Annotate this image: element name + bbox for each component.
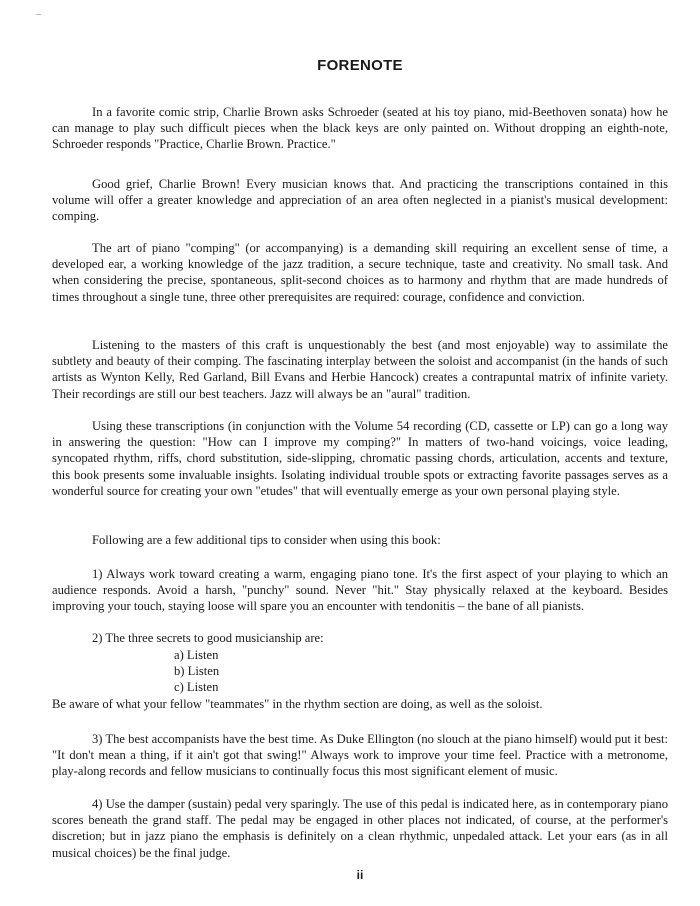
tip-1-piano-tone: 1) Always work toward creating a warm, engaging piano tone. It's the first aspect of your playing to which an audience responds. Avoid a harsh, "punchy" sound. Never "hit." Stay physically relaxed at the keyboard. Besides improving your touch, staying loose will spare you an encounter with tendonitis – the bane of all pianists. xyxy=(52,567,668,614)
paragraph-art-of-comping: The art of piano "comping" (or accompanying) is a demanding skill requiring an excellent sense of time, a developed ear, a working knowledge of the jazz tradition, a secure technique, taste and creativity. No small task. And when considering the precise, spontaneous, split-second choices as to harmony and rhythm that are made hundreds of times throughout a single tune, three other prerequisites are required: courage, confidence and conviction. xyxy=(52,241,668,304)
list-item: c) Listen xyxy=(174,680,219,695)
secrets-list xyxy=(174,647,219,696)
paragraph-tips-intro: Following are a few additional tips to consider when using this book: xyxy=(92,533,441,547)
paragraph-comic-strip: In a favorite comic strip, Charlie Brown asks Schroeder (seated at his toy piano, mid-Beethoven sonata) how he can manage to play such difficult pieces when the black keys are only painted on. Without dropping an eighth-note, Schroeder responds "Practice, Charlie Brown. Practice." xyxy=(52,105,668,152)
paragraph-transcriptions: Using these transcriptions (in conjunction with the Volume 54 recording (CD, cassette or LP) can go a long way in answering the question: "How can I improve my comping?" In matters of two-hand voicings, voice leading, syncopated rhythm, riffs, chord substitution, side-slipping, chromatic passing chords, articulation, accents and texture, this book presents some invaluable insights. Isolating individual trouble spots or extracting favorite passages serves as a wonderful source for creating your own "etudes" that will eventually emerge as your own personal playing style. xyxy=(52,419,668,498)
tip-3-best-time: 3) The best accompanists have the best time. As Duke Ellington (no slouch at the piano himself) would put it best: "It don't mean a thing, if it ain't got that swing!" Always work to improve your time feel. Practice with a metronome, play-along records and fellow musicians to continually focus this most significant element of music. xyxy=(52,732,668,779)
paragraph-listening: Listening to the masters of this craft is unquestionably the best (and most enjoyable) way to assimilate the subtlety and beauty of their comping. The fascinating interplay between the soloist and accompanist (in the hands of such artists as Wynton Kelly, Red Garland, Bill Evans and Herbie Hancock) creates a contrapuntal matrix of infinite variety. Their recordings are still our best teachers. Jazz will always be an "aural" tradition. xyxy=(52,338,668,401)
scan-speck xyxy=(36,14,41,15)
page-number: ii xyxy=(356,868,364,882)
tip-2-secrets: 2) The three secrets to good musicianship are: xyxy=(92,631,324,645)
paragraph-teammates: Be aware of what your fellow "teammates" in the rhythm section are doing, as well as the soloist. xyxy=(52,697,543,711)
paragraph-good-grief: Good grief, Charlie Brown! Every musician knows that. And practicing the transcriptions contained in this volume will offer a greater knowledge and appreciation of an area often neglected in a pianist's musical development: comping. xyxy=(52,177,668,224)
page-title: FORENOTE xyxy=(317,57,403,74)
list-item: b) Listen xyxy=(174,664,220,679)
tip-4-damper-pedal: 4) Use the damper (sustain) pedal very sparingly. The use of this pedal is indicated here, as in contemporary piano scores beneath the grand staff. The pedal may be engaged in other places not indicated, of course, at the performer's discretion; but in jazz piano the emphasis is definitely on a clean rhythmic, unpedaled attack. Let your ears (as in all musical choices) be the final judge. xyxy=(52,797,668,860)
list-item: a) Listen xyxy=(174,648,219,662)
